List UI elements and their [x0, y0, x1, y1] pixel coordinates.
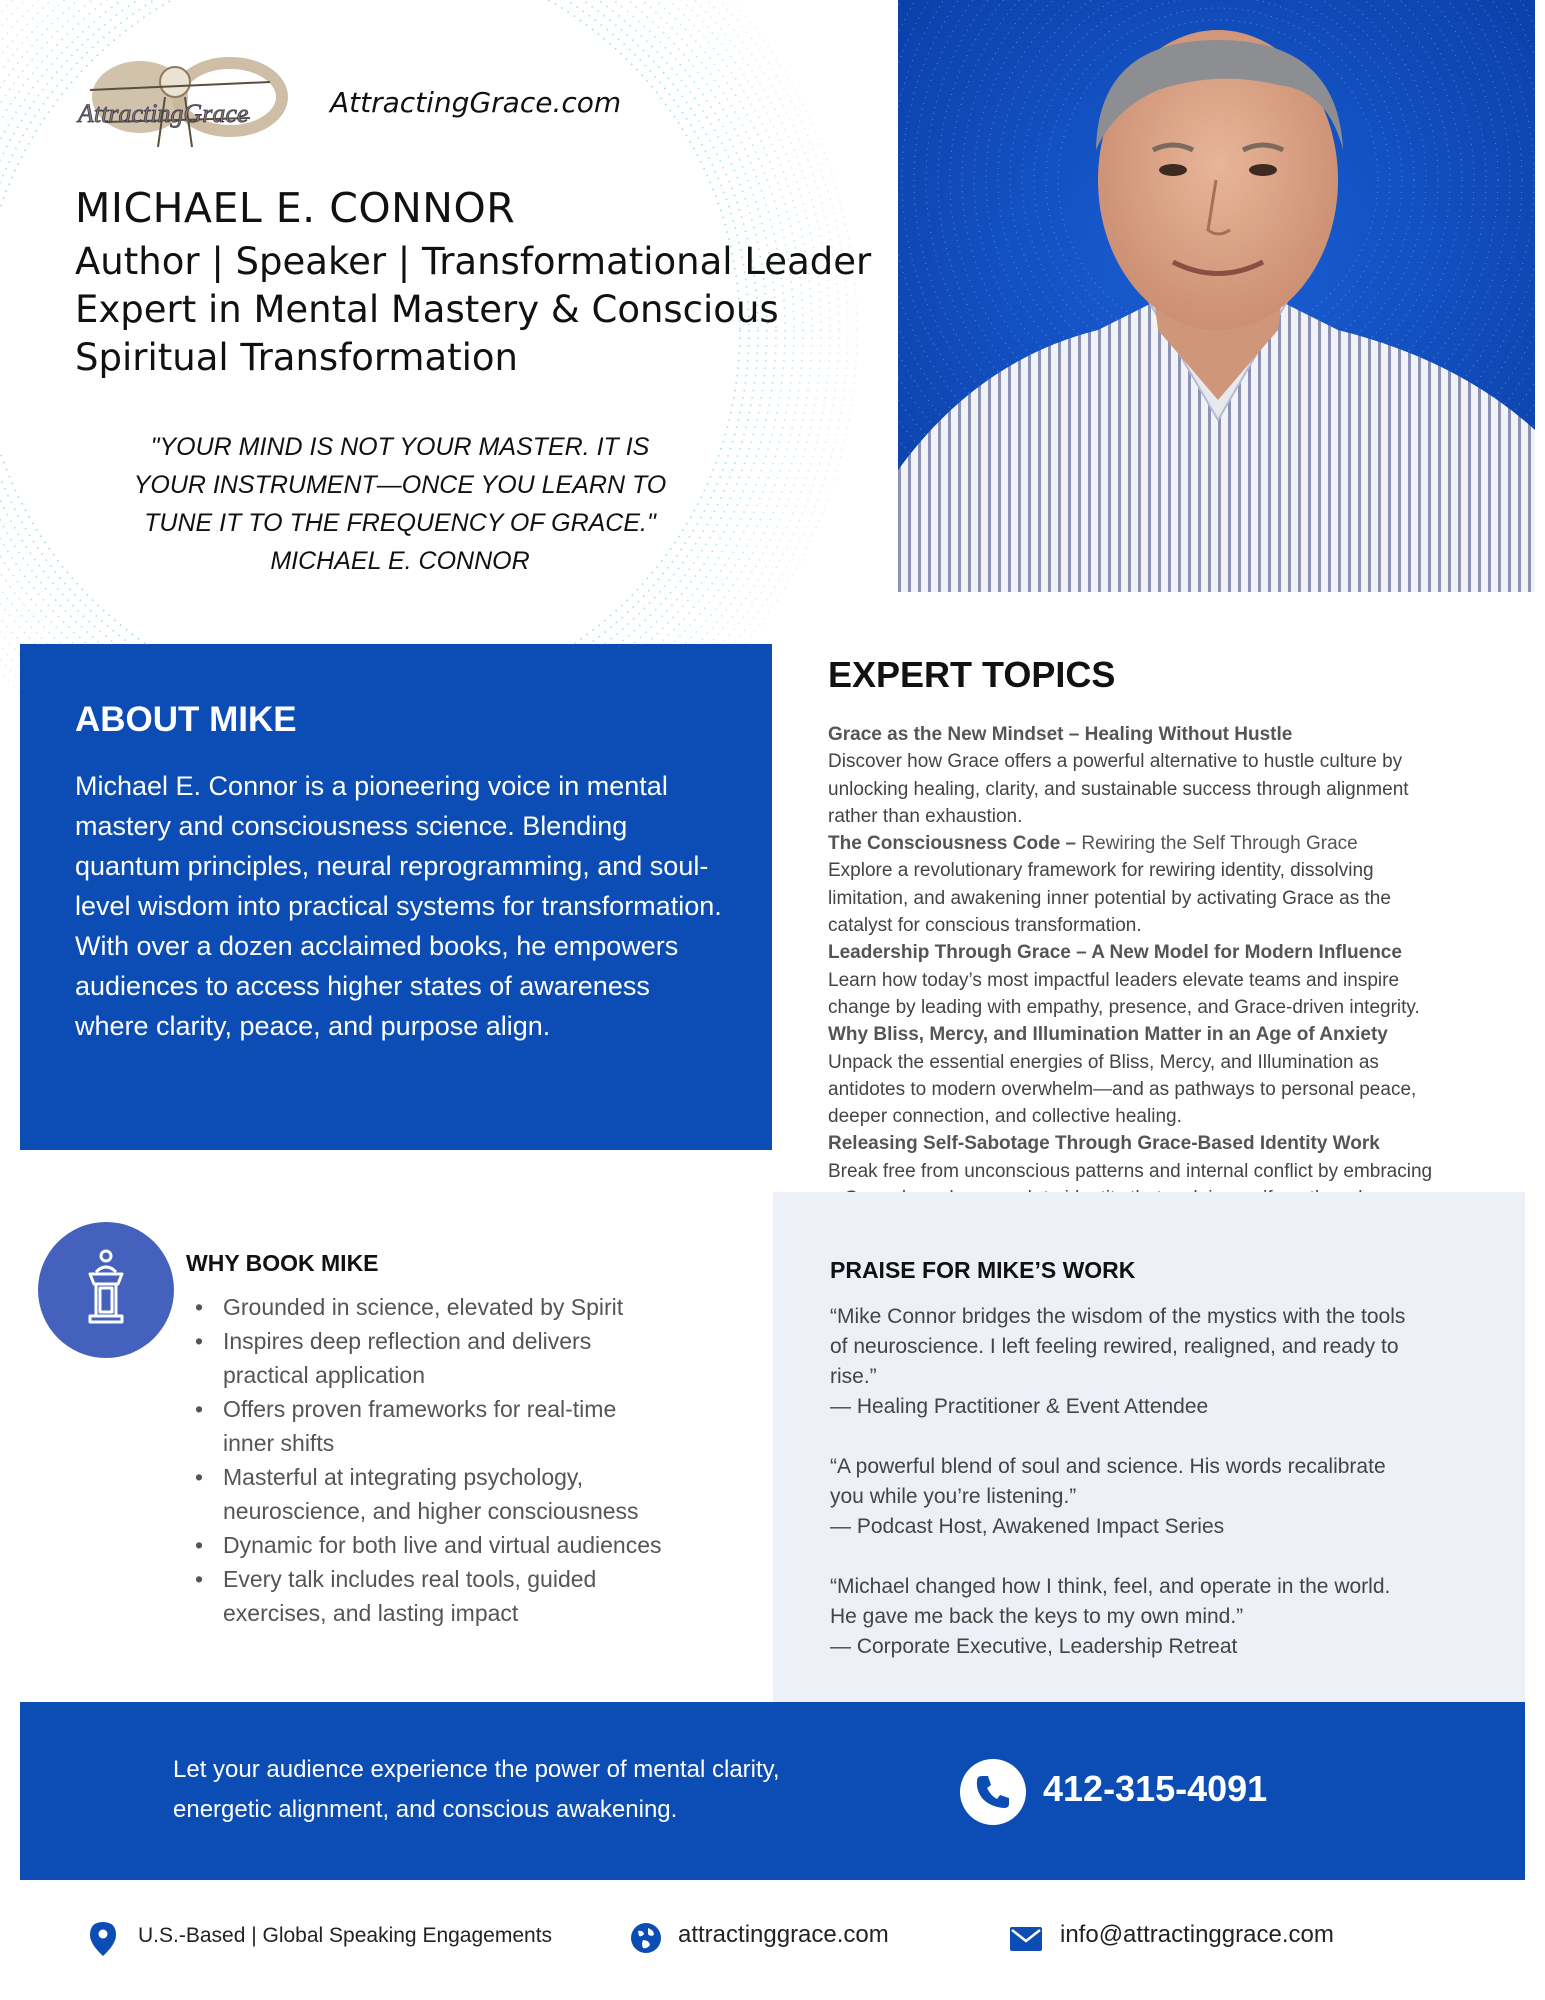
topic-item	[828, 721, 1518, 830]
topic-description: Explore a revolutionary framework for rewiring identity, dissolving limitation, and awakening inner potential by activating Grace as the catalyst for conscious transformation.	[828, 860, 1391, 937]
about-panel	[20, 644, 772, 1150]
praise-title: PRAISE FOR MIKE’S WORK	[830, 1257, 1136, 1283]
topic-item	[828, 830, 1518, 939]
praise-list	[830, 1302, 1510, 1692]
location-pin-icon	[90, 1922, 116, 1961]
call-to-action-band	[20, 1702, 1525, 1880]
testimonial-author: — Podcast Host, Awakened Impact Series	[830, 1515, 1225, 1538]
globe-icon	[630, 1922, 662, 1959]
expert-topics-list	[828, 721, 1518, 1240]
expert-topics-title: EXPERT TOPICS	[828, 654, 1116, 695]
why-book-list	[190, 1290, 750, 1630]
list-item: • Inspires deep reflection and delivers practical application	[190, 1324, 750, 1392]
subtitle-line: Expert in Mental Mastery & Conscious	[75, 288, 779, 331]
website-link[interactable]: attractinggrace.com	[678, 1921, 889, 1948]
signature-quote	[85, 428, 715, 580]
list-item: • Masterful at integrating psychology, neuroscience, and higher consciousness	[190, 1460, 750, 1528]
list-item: • Grounded in science, elevated by Spirit	[190, 1290, 750, 1324]
topic-heading: Leadership Through Grace – A New Model for Modern Influence	[828, 942, 1402, 964]
list-item: • Dynamic for both live and virtual audiences	[190, 1528, 750, 1562]
speaker-name: MICHAEL E. CONNOR	[75, 184, 516, 232]
cta-text: Let your audience experience the power of mental clarity, energetic alignment, and conscious awakening.	[173, 1756, 780, 1823]
topic-item	[828, 1021, 1518, 1130]
location-text: U.S.-Based | Global Speaking Engagements	[138, 1924, 553, 1947]
topic-description: Learn how today’s most impactful leaders elevate teams and inspire change by leading with empathy, presence, and Grace-driven integrity.	[828, 969, 1420, 1018]
topic-heading: Why Bliss, Mercy, and Illumination Matter in an Age of Anxiety	[828, 1024, 1388, 1046]
testimonial-author: — Corporate Executive, Leadership Retreat	[830, 1635, 1238, 1658]
topic-description: Discover how Grace offers a powerful alternative to hustle culture by unlocking healing, clarity, and sustainable success through alignment rather than exhaustion.	[828, 751, 1409, 827]
testimonial-author: — Healing Practitioner & Event Attendee	[830, 1395, 1209, 1418]
topic-heading: The Consciousness Code – Rewiring the Self Through Grace	[828, 833, 1358, 855]
attracting-grace-logo	[70, 52, 302, 152]
quote-line: TUNE IT TO THE FREQUENCY OF GRACE."	[144, 509, 656, 537]
about-text: Michael E. Connor is a pioneering voice in mental mastery and consciousness science. Blending quantum principles, neural reprogramming, and soul-level wisdom into practical systems for transformation. With over a dozen acclaimed books, he empowers audiences to access higher states of awareness where clarity, peace, and purpose align.	[75, 771, 722, 1041]
speaker-photo	[898, 0, 1535, 592]
topic-description: Unpack the essential energies of Bliss, Mercy, and Illumination as antidotes to modern overwhelm—and as pathways to personal peace, deeper connection, and collective healing.	[828, 1051, 1417, 1128]
site-url[interactable]: AttractingGrace.com	[330, 86, 622, 119]
quote-line: YOUR INSTRUMENT—ONCE YOU LEARN TO	[133, 471, 667, 499]
speaker-subtitle	[75, 238, 872, 382]
testimonial: “A powerful blend of soul and science. His words recalibrate you while you’re listening.” — Podcast Host, Awakened Impact Series	[830, 1452, 1510, 1542]
subtitle-line: Author | Speaker | Transformational Leader	[75, 240, 872, 283]
testimonial: “Mike Connor bridges the wisdom of the mystics with the tools of neuroscience. I left feeling rewired, realigned, and ready to rise.” — Healing Practitioner & Event Attendee	[830, 1302, 1510, 1422]
why-book-title: WHY BOOK MIKE	[186, 1250, 379, 1276]
topic-item	[828, 939, 1518, 1021]
logo-text: AttractingGrace	[78, 99, 249, 128]
topic-heading: Grace as the New Mindset – Healing Without Hustle	[828, 724, 1293, 745]
phone-number[interactable]: 412-315-4091	[1043, 1768, 1268, 1809]
quote-line: "YOUR MIND IS NOT YOUR MASTER. IT IS	[150, 433, 650, 461]
topic-heading: Releasing Self-Sabotage Through Grace-Based Identity Work	[828, 1133, 1380, 1155]
quote-author: MICHAEL E. CONNOR	[270, 547, 530, 575]
list-item: • Offers proven frameworks for real-time inner shifts	[190, 1392, 750, 1460]
email-icon	[1010, 1927, 1042, 1956]
topic-description: Break free from unconscious patterns and internal conflict by embracing	[828, 1160, 1433, 1182]
phone-icon	[960, 1759, 1026, 1825]
testimonial: “Michael changed how I think, feel, and operate in the world. He gave me back the keys to my own mind.” — Corporate Executive, Leadership Retreat	[830, 1572, 1510, 1662]
about-title: ABOUT MIKE	[75, 700, 297, 739]
podium-icon	[38, 1222, 174, 1358]
list-item: • Every talk includes real tools, guided exercises, and lasting impact	[190, 1562, 750, 1630]
subtitle-line: Spiritual Transformation	[75, 336, 519, 379]
email-link[interactable]: info@attractinggrace.com	[1060, 1921, 1334, 1948]
